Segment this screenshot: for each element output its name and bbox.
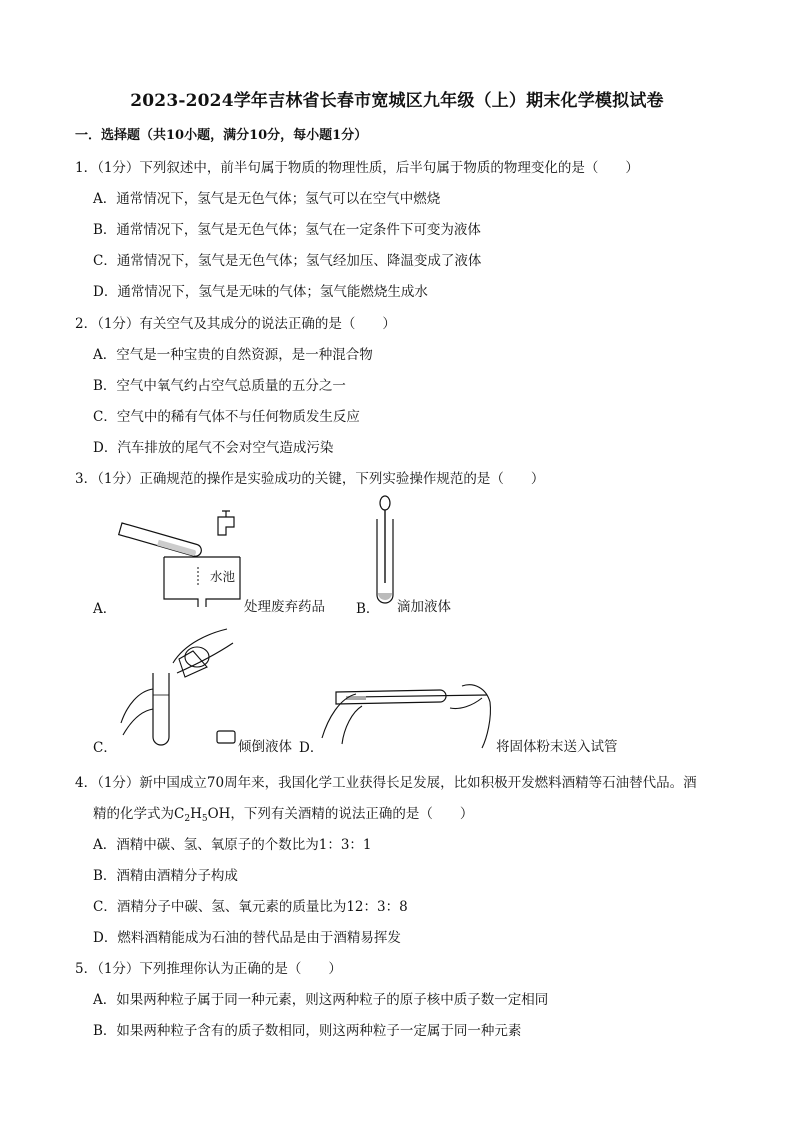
- question-2-stem: 2．（1分）有关空气及其成分的说法正确的是（ ）: [75, 316, 396, 332]
- pouring-drawing: [115, 625, 245, 750]
- figure-d-caption: 将固体粉末送入试管: [496, 739, 618, 755]
- powder-drawing: [322, 678, 497, 750]
- question-4-stem-line1: 4．（1分）新中国成立70周年来，我国化学工业获得长足发展，比如积极开发燃料酒精等石油替代品。酒: [75, 775, 697, 791]
- question-2-option-a[interactable]: A．空气是一种宝贵的自然资源，是一种混合物: [93, 347, 373, 363]
- figure-c-caption: 倾倒液体: [238, 739, 292, 755]
- question-4-option-b[interactable]: B．酒精由酒精分子构成: [93, 868, 238, 884]
- figure-a-caption: 处理废弃药品: [244, 599, 325, 615]
- figure-a-letter: A．: [93, 601, 117, 617]
- question-4-option-a[interactable]: A．酒精中碳、氢、氧原子的个数比为1：3：1: [93, 837, 372, 853]
- figure-b-letter: B．: [356, 601, 380, 617]
- question-4-option-c[interactable]: C．酒精分子中碳、氢、氧元素的质量比为12：3：8: [93, 899, 408, 915]
- question-2-option-b[interactable]: B．空气中氧气约占空气总质量的五分之一: [93, 378, 346, 394]
- question-1-option-b[interactable]: B．通常情况下，氢气是无色气体；氢气在一定条件下可变为液体: [93, 222, 481, 238]
- question-4-stem-line2: 精的化学式为$C_2H_5OH$，下列有关酒精的说法正确的是（ ）: [93, 806, 474, 824]
- question-1-option-d[interactable]: D．通常情况下，氢气是无味的气体；氢气能燃烧生成水: [93, 284, 428, 300]
- question-2-option-d[interactable]: D．汽车排放的尾气不会对空气造成污染: [93, 440, 334, 456]
- figure-b-dropping-liquid[interactable]: [370, 495, 400, 610]
- sink-label: 水池: [210, 569, 236, 584]
- dropper-drawing: [370, 495, 400, 610]
- figure-d-powder-into-tube[interactable]: [322, 678, 497, 750]
- figure-c-letter: C．: [93, 740, 117, 756]
- question-1-stem: 1．（1分）下列叙述中，前半句属于物质的物理性质，后半句属于物质的物理变化的是（ ）: [75, 160, 639, 176]
- question-5-option-b[interactable]: B．如果两种粒子含有的质子数相同，则这两种粒子一定属于同一种元素: [93, 1023, 522, 1039]
- question-1-option-a[interactable]: A．通常情况下，氢气是无色气体；氢气可以在空气中燃烧: [93, 191, 441, 207]
- question-2-option-c[interactable]: C．空气中的稀有气体不与任何物质发生反应: [93, 409, 360, 425]
- question-4-option-d[interactable]: D．燃料酒精能成为石油的替代品是由于酒精易挥发: [93, 930, 401, 946]
- figure-d-letter: D．: [299, 740, 324, 756]
- question-5-option-a[interactable]: A．如果两种粒子属于同一种元素，则这两种粒子的原子核中质子数一定相同: [93, 992, 549, 1008]
- figure-b-caption: 滴加液体: [397, 599, 451, 615]
- figure-a-waste-disposal[interactable]: [110, 495, 250, 610]
- page-title: 2023-2024学年吉林省长春市宽城区九年级（上）期末化学模拟试卷: [130, 91, 664, 111]
- section-heading: 一．选择题（共10小题，满分10分，每小题1分）: [75, 128, 368, 143]
- question-5-stem: 5．（1分）下列推理你认为正确的是（ ）: [75, 961, 342, 977]
- sink-drawing: [110, 495, 250, 610]
- figure-c-pouring-liquid[interactable]: [115, 625, 245, 750]
- question-3-stem: 3．（1分）正确规范的操作是实验成功的关键，下列实验操作规范的是（ ）: [75, 471, 545, 487]
- question-1-option-c[interactable]: C．通常情况下，氢气是无色气体；氢气经加压、降温变成了液体: [93, 253, 482, 269]
